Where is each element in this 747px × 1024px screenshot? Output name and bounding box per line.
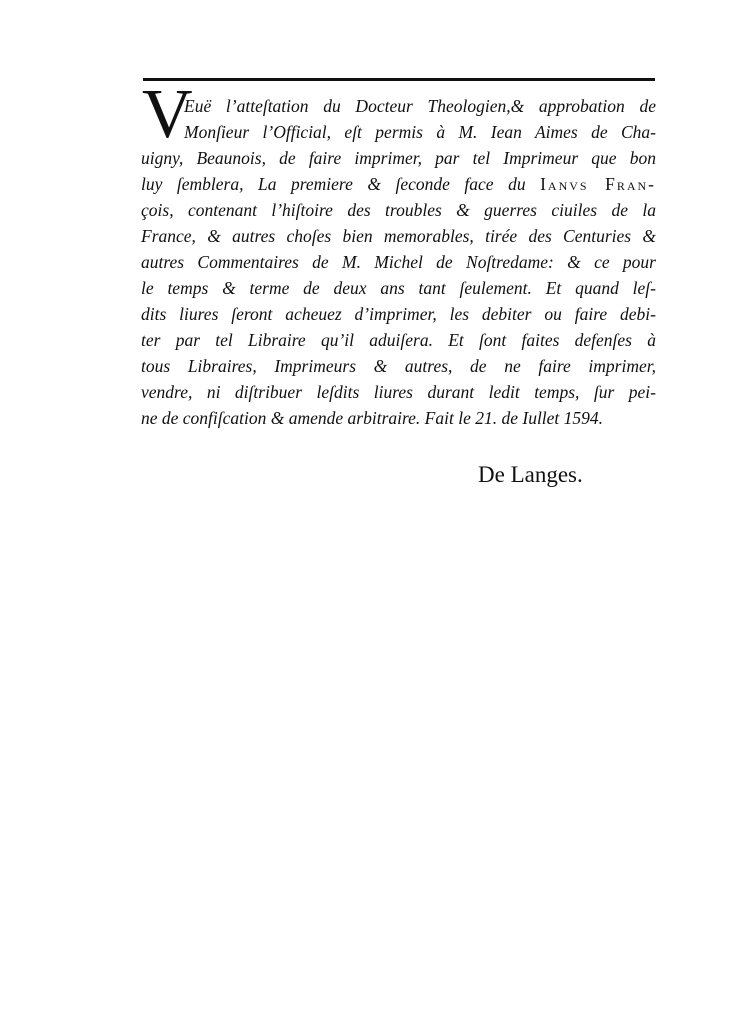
book-title-smallcaps: Ianvs Fran- [540, 174, 656, 194]
text-line: tous Libraires, Imprimeurs & autres, de ne faire imprimer, [141, 356, 656, 376]
text-line: autres Commentaires de M. Michel de Noſtredame: & ce pour [141, 252, 656, 272]
text-line: Euë l’atteſtation du Docteur Theologien,& approbation de [184, 96, 656, 116]
text-line-part: luy ſemblera, La premiere & ſeconde face du [141, 174, 526, 194]
text-line: le temps & terme de deux ans tant ſeulement. Et quand leſ- [141, 278, 656, 298]
text-line: ne de confiſcation & amende arbitraire. Fait le 21. de Iullet 1594. [141, 408, 604, 428]
text-line: uigny, Beaunois, de faire imprimer, par tel Imprimeur que bon [141, 148, 656, 168]
drop-cap: V [142, 76, 193, 153]
text-line: çois, contenant l’hiſtoire des troubles & guerres ciuiles de la [141, 200, 656, 220]
signature: De Langes. [478, 462, 583, 487]
text-line: ter par tel Libraire qu’il aduiſera. Et ſont faites defenſes à [141, 330, 656, 350]
header-rule [143, 78, 655, 81]
text-line: France, & autres choſes bien memorables, tirée des Centuries & [141, 226, 656, 246]
text-line: Monſieur l’Official, eſt permis à M. Iean Aimes de Cha- [184, 122, 656, 142]
text-line [141, 171, 656, 197]
privilege-text [141, 93, 656, 431]
text-line: dits liures ſeront acheuez d’imprimer, les debiter ou faire debi- [141, 304, 656, 324]
text-line: vendre, ni diſtribuer leſdits liures durant ledit temps, ſur pei- [141, 382, 656, 402]
